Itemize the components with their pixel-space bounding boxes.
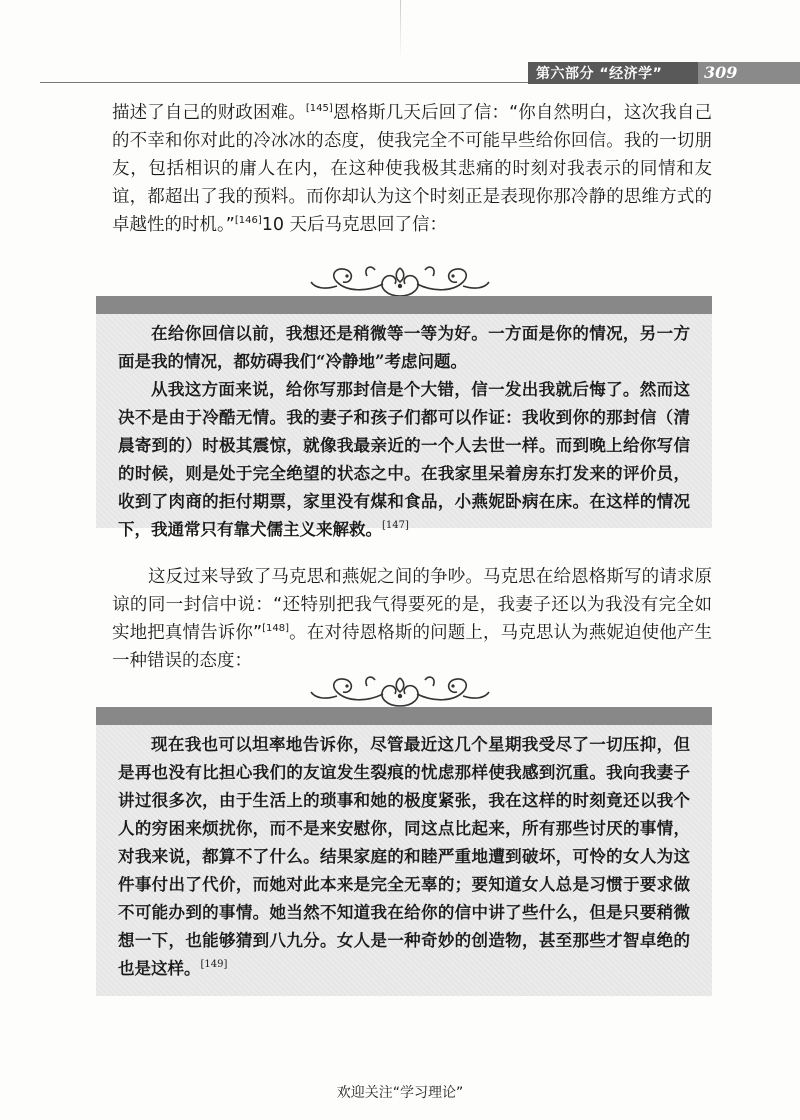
paragraph-text: 恩格斯几天后回了信：“你自然明白，这次我自己的不幸和你对此的冷冰冰的态度，使我完全不可能早些给你回信。我的一切朋友，包括相识的庸人在内，在这种使我极其悲痛的时刻对我表示的同情和友谊，都超出了我的预料。而你却认为这个时刻正是表现你那冷静的思维方式的卓越性的时机。” [112, 103, 712, 235]
paragraph-text: 。在对待恩格斯的问题上，马克思认为燕妮迫使他产生一种错误的态度： [112, 623, 712, 671]
ornament-flourish-icon [307, 672, 493, 712]
paragraph-text: 10 天后马克思回了信： [261, 215, 448, 235]
quote-paragraph: 在给你回信以前，我想还是稍微等一等为好。一方面是你的情况，另一方面是我的情况，都妨碍我们“冷静地”考虑问题。 [118, 324, 690, 371]
block-quote-1 [96, 296, 712, 539]
page-number: 309 [698, 62, 800, 84]
footnote-ref: [148] [262, 623, 289, 634]
quote-text: 现在我也可以坦率地告诉你，尽管最近这几个星期我受尽了一切压抑，但是再也没有比担心我们的友谊发生裂痕的忧虑那样使我感到沉重。我向我妻子讲过很多次，由于生活上的琐事和她的极度紧张，我在这样的时刻竟还以我个人的穷困来烦扰你，而不是来安慰你，同这点比起来，所有那些讨厌的事情，对我来说，都算不了什么。结果家庭的和睦严重地遭到破坏，可怜的女人为这件事付出了代价，而她对此本来是完全无辜的；要知道女人总是习惯于要求做不可能办到的事情。她当然不知道我在给你的信中讲了些什么，但是只要稍微想一下，也能够猜到八九分。女人是一种奇妙的创造物，甚至那些才智卓绝的也是这样。 [118, 735, 690, 978]
quote-paragraph [118, 376, 690, 544]
block-quote-2 [96, 707, 712, 996]
quote-text: 从我这方面来说，给你写那封信是个大错，信一发出我就后悔了。然而这决不是由于冷酷无情。我的妻子和孩子们都可以作证：我收到你的那封信（清晨寄到的）时极其震惊，就像我最亲近的一个人去世一样。而到晚上给你写信的时候，则是处于完全绝望的状态之中。在我家里呆着房东打发来的评价员，收到了肉商的拒付期票，家里没有煤和食品，小燕妮卧病在床。在这样的情况下，我通常只有靠犬儒主义来解救。 [118, 380, 690, 539]
body-paragraph-2 [112, 563, 712, 675]
page-crease [400, 0, 401, 60]
paragraph-text: 描述了自己的财政困难。 [112, 103, 306, 123]
footnote-ref: [147] [382, 520, 409, 531]
footnote-ref: [149] [200, 959, 228, 970]
quote-paragraph [118, 731, 690, 983]
paragraph-text: 这反过来导致了马克思和燕妮之间的争吵。马克思在给恩格斯写的请求原谅的同一封信中说：“还特别把我气得要死的是，我妻子还以为我没有完全如实地把真情告诉你” [112, 567, 712, 643]
footer-watermark: 欢迎关注“学习理论” [336, 1085, 464, 1101]
part-title: 第六部分 “经济学” [536, 66, 663, 82]
running-header [528, 62, 800, 84]
footnote-ref: [145] [305, 103, 333, 114]
footnote-ref: [146] [234, 215, 262, 226]
body-paragraph-1 [112, 99, 712, 239]
